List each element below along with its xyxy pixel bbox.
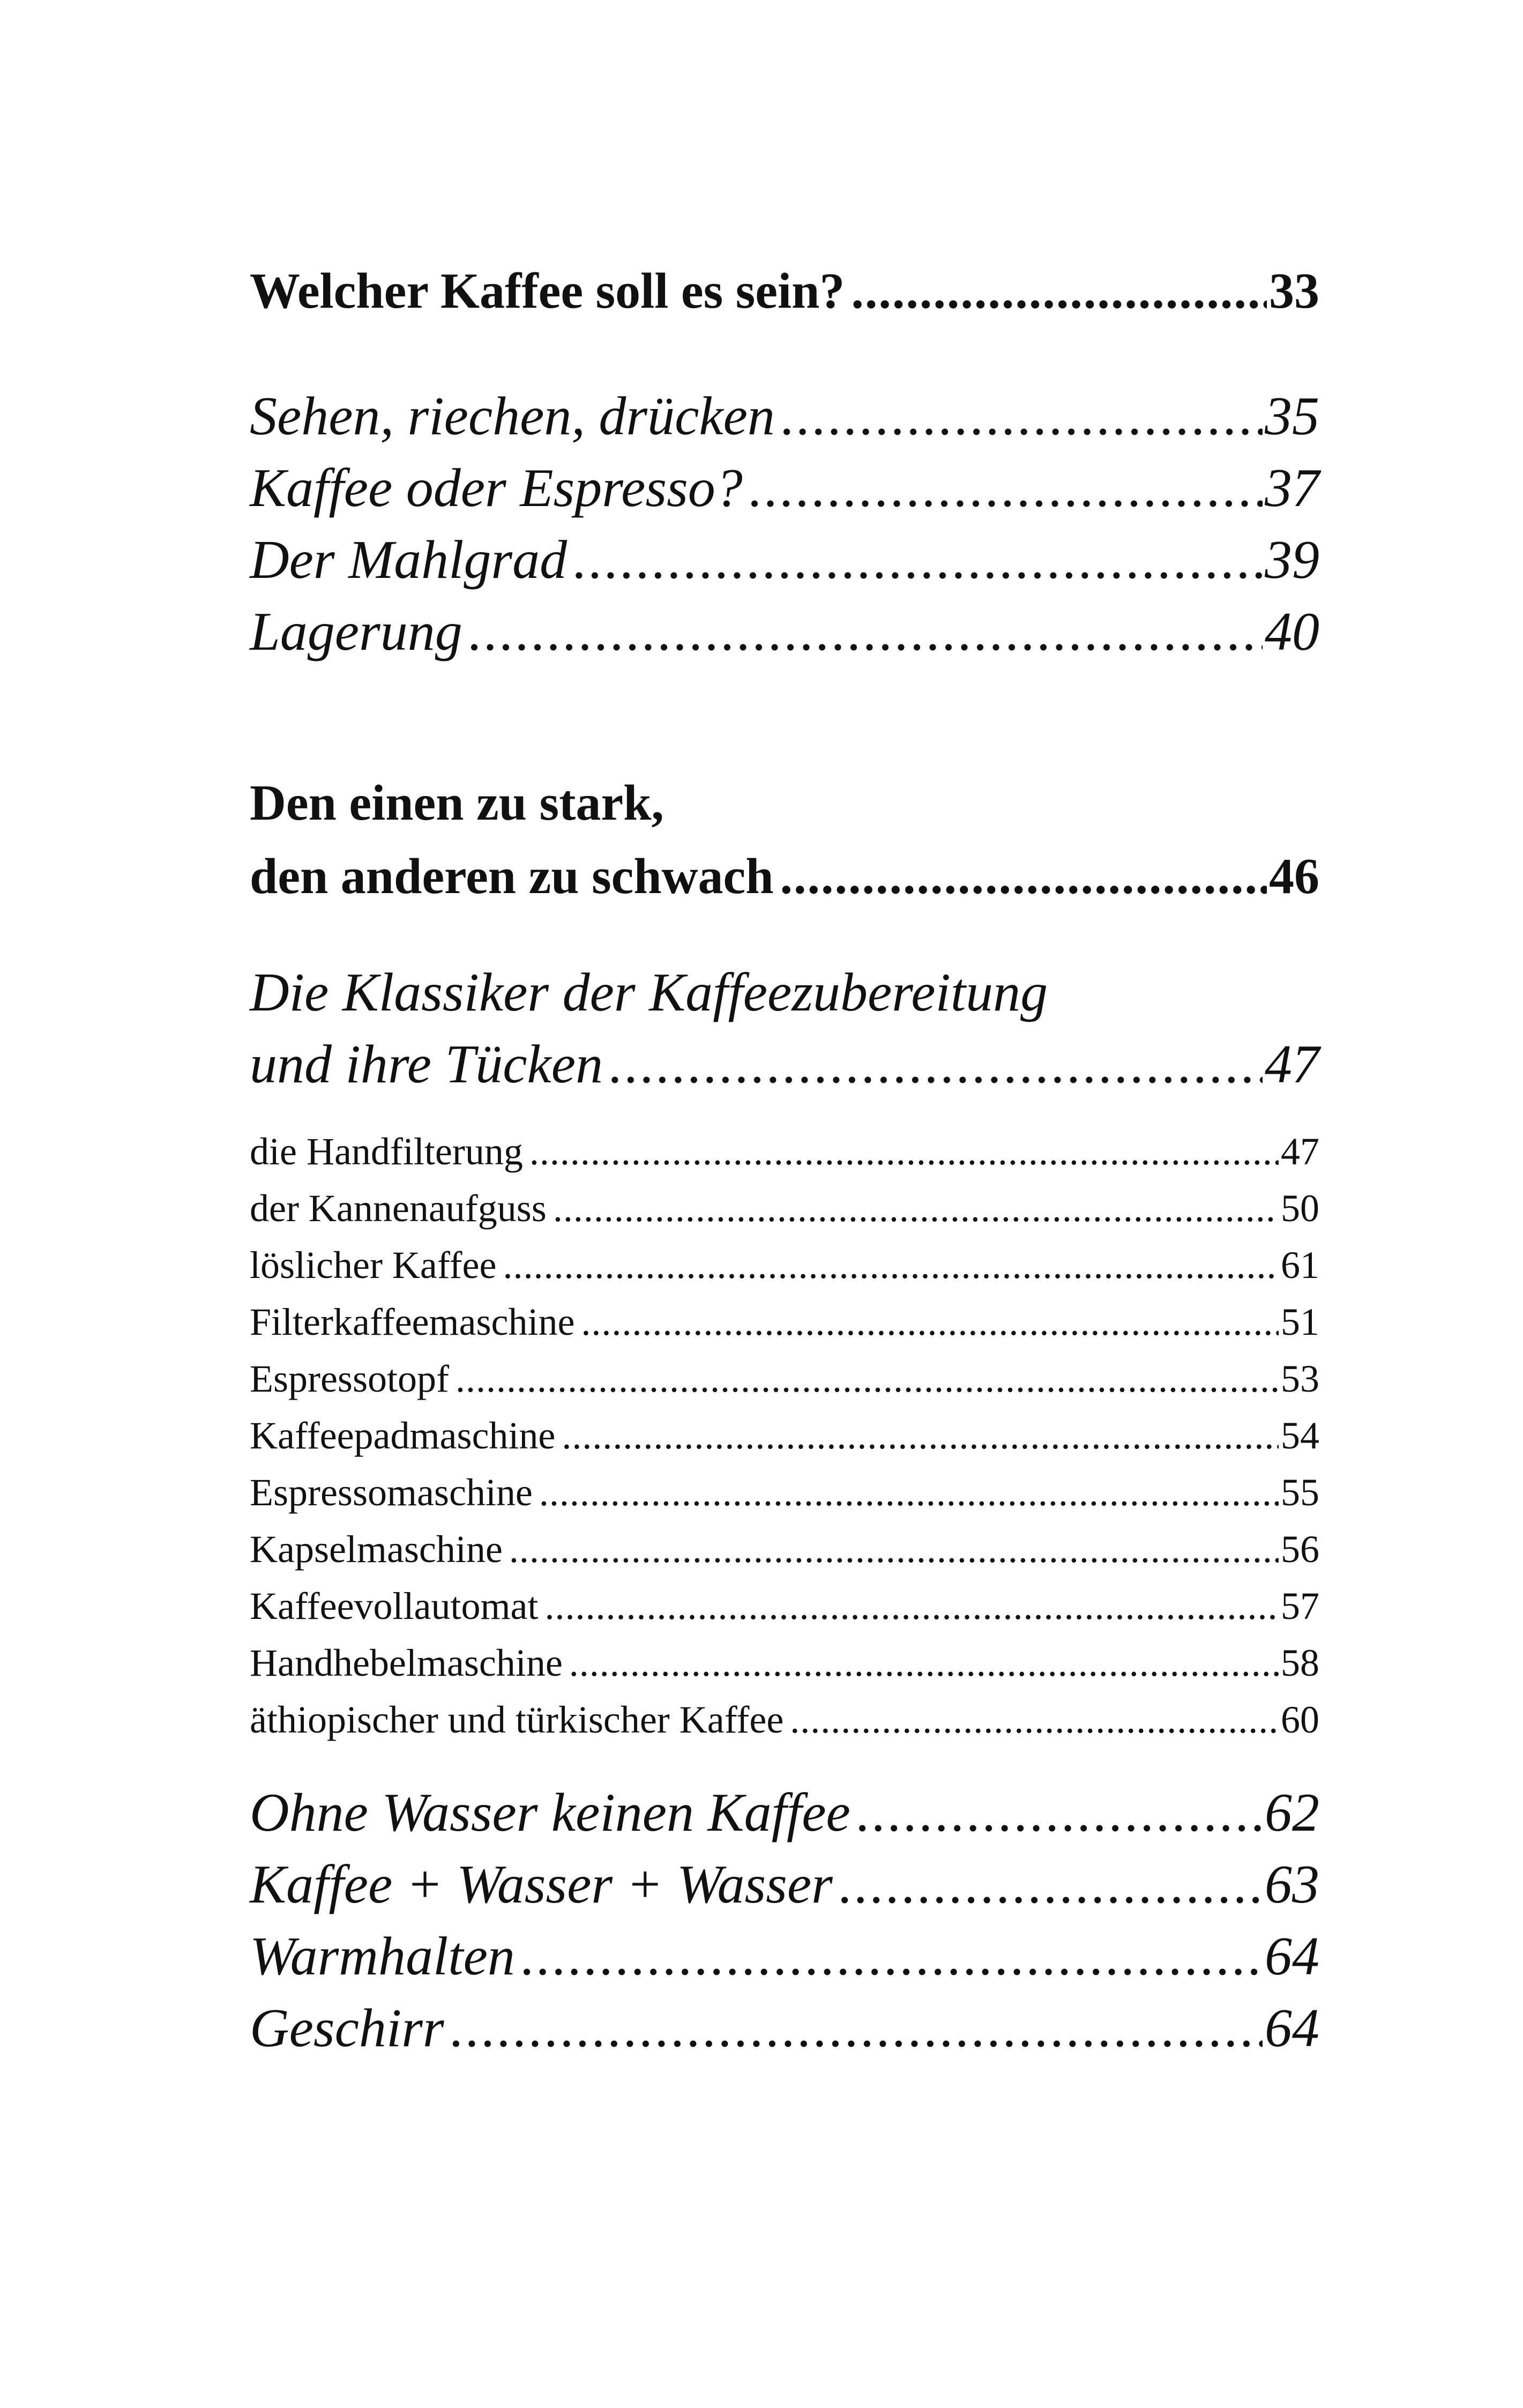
section-page-number: 64	[1265, 1926, 1319, 1987]
dot-leader	[539, 1464, 1279, 1521]
toc-item-entry	[250, 1180, 1319, 1237]
dot-leader	[857, 1777, 1263, 1849]
toc-item-entry	[250, 1407, 1319, 1464]
dot-leader	[609, 1029, 1263, 1101]
dot-leader	[509, 1521, 1279, 1578]
section-title: Lagerung	[250, 601, 462, 662]
dot-leader	[521, 1921, 1263, 1993]
section-title: Ohne Wasser keinen Kaffee	[250, 1782, 850, 1843]
chapter-page-number: 46	[1269, 849, 1319, 904]
toc-section-entry	[250, 381, 1319, 452]
dot-leader	[469, 596, 1263, 668]
item-page-number: 53	[1281, 1357, 1319, 1400]
toc-chapter-1	[250, 255, 1319, 328]
item-title: äthiopischer und türkischer Kaffee	[250, 1698, 784, 1741]
toc-section-entry	[250, 1777, 1319, 1849]
toc-item-entry	[250, 1237, 1319, 1294]
section-title: Warmhalten	[250, 1926, 515, 1987]
item-page-number: 55	[1281, 1471, 1319, 1514]
item-title: Kaffeevollautomat	[250, 1585, 539, 1627]
item-page-number: 61	[1281, 1244, 1319, 1287]
section-title: und ihre Tücken	[250, 1034, 603, 1095]
toc-section-entry	[250, 1921, 1319, 1993]
item-title: Espressotopf	[250, 1357, 449, 1400]
dot-leader	[544, 1578, 1279, 1634]
dot-leader	[839, 1849, 1263, 1921]
section-title: Der Mahlgrad	[250, 530, 568, 590]
dot-leader	[781, 381, 1263, 452]
section-page-number: 40	[1265, 601, 1319, 662]
toc-item-entry	[250, 1294, 1319, 1350]
section-page-number: 39	[1265, 530, 1319, 590]
toc-item-entry	[250, 1634, 1319, 1691]
section-page-number: 62	[1265, 1782, 1319, 1843]
dot-leader	[581, 1294, 1279, 1350]
section-title: Geschirr	[250, 1998, 444, 2058]
dot-leader	[790, 1691, 1279, 1748]
item-title: Kaffeepadmaschine	[250, 1414, 556, 1457]
section-title: Kaffee + Wasser + Wasser	[250, 1854, 833, 1915]
dot-leader	[529, 1123, 1279, 1180]
dot-leader	[780, 840, 1267, 913]
item-page-number: 56	[1281, 1528, 1319, 1571]
chapter-title: Welcher Kaffee soll es sein?	[250, 263, 845, 319]
dot-leader	[451, 1993, 1263, 2064]
toc-sections-1	[250, 381, 1319, 668]
item-title: Handhebelmaschine	[250, 1641, 563, 1684]
toc-section-entry	[250, 524, 1319, 596]
item-title: löslicher Kaffee	[250, 1244, 497, 1287]
toc-item-entry	[250, 1521, 1319, 1578]
item-page-number: 47	[1281, 1130, 1319, 1173]
toc-item-entry	[250, 1123, 1319, 1180]
toc-item-entry	[250, 1691, 1319, 1748]
item-page-number: 60	[1281, 1698, 1319, 1741]
dot-leader	[749, 452, 1263, 524]
toc-section-entry	[250, 596, 1319, 668]
toc-sections-2	[250, 1777, 1319, 2064]
item-title: der Kannenaufguss	[250, 1187, 547, 1230]
chapter-title: den anderen zu schwach	[250, 849, 774, 904]
toc-section-entry	[250, 1849, 1319, 1921]
toc-item-entry	[250, 1350, 1319, 1407]
item-title: Kapselmaschine	[250, 1528, 503, 1571]
item-title: Espressomaschine	[250, 1471, 533, 1514]
item-title: Filterkaffeemaschine	[250, 1300, 575, 1343]
dot-leader	[562, 1407, 1279, 1464]
section-title-line: Die Klassiker der Kaffeezubereitung	[250, 962, 1048, 1023]
dot-leader	[553, 1180, 1279, 1237]
dot-leader	[503, 1237, 1279, 1294]
item-page-number: 51	[1281, 1300, 1319, 1343]
toc-section-entry	[250, 1029, 1319, 1101]
toc-chapter-2	[250, 767, 1319, 913]
toc-item-entry	[250, 1578, 1319, 1634]
item-page-number: 57	[1281, 1585, 1319, 1627]
toc-section-entry	[250, 452, 1319, 524]
dot-leader	[456, 1350, 1279, 1407]
section-page-number: 63	[1265, 1854, 1319, 1915]
item-page-number: 58	[1281, 1641, 1319, 1684]
toc-items	[250, 1123, 1319, 1748]
section-title: Kaffee oder Espresso?	[250, 458, 743, 518]
chapter-title-line: Den einen zu stark,	[250, 775, 664, 831]
item-page-number: 54	[1281, 1414, 1319, 1457]
toc-chapter-entry	[250, 255, 1319, 328]
item-page-number: 50	[1281, 1187, 1319, 1230]
toc-item-entry	[250, 1464, 1319, 1521]
section-page-number: 64	[1265, 1998, 1319, 2058]
item-title: die Handfilterung	[250, 1130, 523, 1173]
section-title: Sehen, riechen, drücken	[250, 386, 775, 447]
section-page-number: 37	[1265, 458, 1319, 518]
dot-leader	[569, 1634, 1279, 1691]
dot-leader	[573, 524, 1263, 596]
toc-section-entry	[250, 1993, 1319, 2064]
chapter-page-number: 33	[1269, 263, 1319, 319]
dot-leader	[851, 255, 1267, 328]
toc-chapter-entry	[250, 840, 1319, 913]
toc-section-klassiker	[250, 957, 1319, 1101]
section-page-number: 35	[1265, 386, 1319, 447]
section-page-number: 47	[1265, 1034, 1319, 1095]
